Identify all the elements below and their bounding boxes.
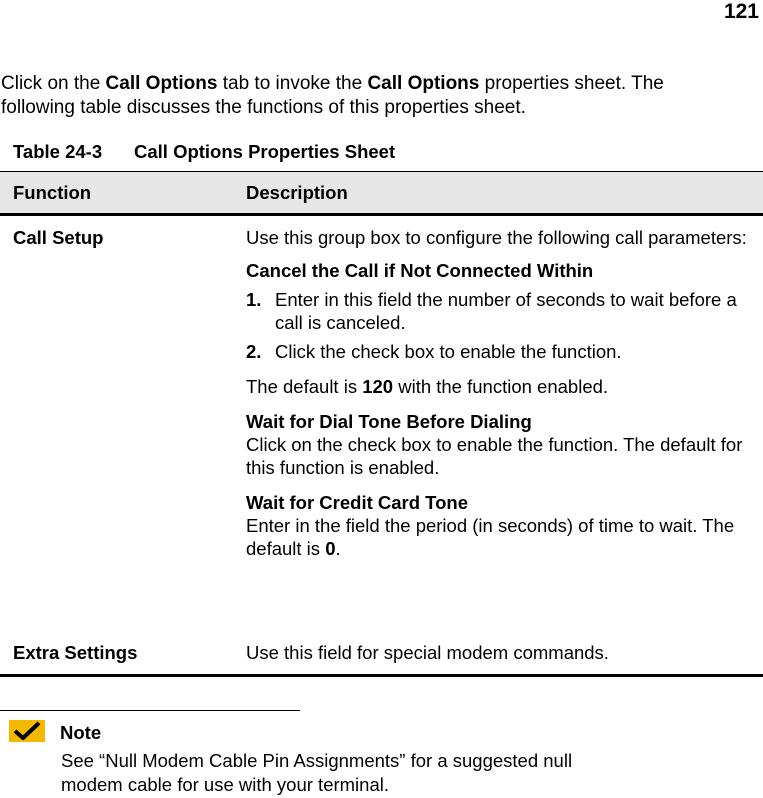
step-text: Enter in this field the number of seconds to wait before a call is canceled.: [275, 289, 737, 333]
credit-card-text: Enter in the field the period (in seconds) of time to wait. The default is 0.: [246, 515, 735, 559]
intro-paragraph: [1, 72, 741, 120]
cancel-heading: Cancel the Call if Not Connected Within: [246, 260, 594, 281]
note-divider: [0, 710, 300, 711]
dial-tone-heading: Wait for Dial Tone Before Dialing: [246, 411, 532, 432]
row-function: Extra Settings: [13, 642, 138, 663]
table-title: Call Options Properties Sheet: [134, 141, 396, 162]
default-line: The default is 120 with the function enabled.: [246, 376, 609, 397]
table-row: [0, 631, 763, 677]
step-text: Click the check box to enable the function.: [275, 341, 622, 362]
row-function: Call Setup: [13, 227, 104, 248]
dial-tone-block: [246, 410, 751, 479]
step-item: [246, 340, 751, 363]
dial-tone-text: Click on the check box to enable the function. The default for this function is enabled.: [246, 434, 743, 478]
credit-card-block: [246, 491, 751, 560]
call-options-table: [0, 171, 763, 677]
checkmark-icon: [9, 720, 45, 742]
intro-text: properties sheet. The following table discusses the functions of this properties sheet.: [1, 73, 664, 118]
step-item: [246, 288, 751, 334]
table-header: [0, 171, 763, 216]
row-description: Use this field for special modem commands.: [246, 642, 609, 663]
intro-text: Click on the: [1, 73, 106, 94]
step-number: 2.: [246, 341, 262, 362]
note-title: Note: [60, 722, 102, 743]
credit-card-heading: Wait for Credit Card Tone: [246, 492, 468, 513]
row-description: [246, 216, 751, 560]
table-number: Table 24-3: [13, 141, 103, 162]
header-function: Function: [13, 182, 92, 203]
call-options-ref: Call Options: [105, 73, 218, 94]
default-value: 120: [362, 376, 394, 397]
step-number: 1.: [246, 289, 262, 310]
description-intro: Use this group box to configure the following call parameters:: [246, 227, 747, 248]
call-options-ref: Call Options: [367, 73, 480, 94]
note-text: See “Null Modem Cable Pin Assignments” for a suggested null modem cable for use with your terminal.: [61, 750, 573, 795]
table-caption: [13, 141, 395, 163]
intro-text: tab to invoke the: [217, 73, 368, 94]
header-description: Description: [246, 182, 348, 203]
table-row: [0, 216, 763, 631]
credit-card-default: 0: [325, 538, 336, 559]
page-number: 121: [723, 0, 759, 23]
